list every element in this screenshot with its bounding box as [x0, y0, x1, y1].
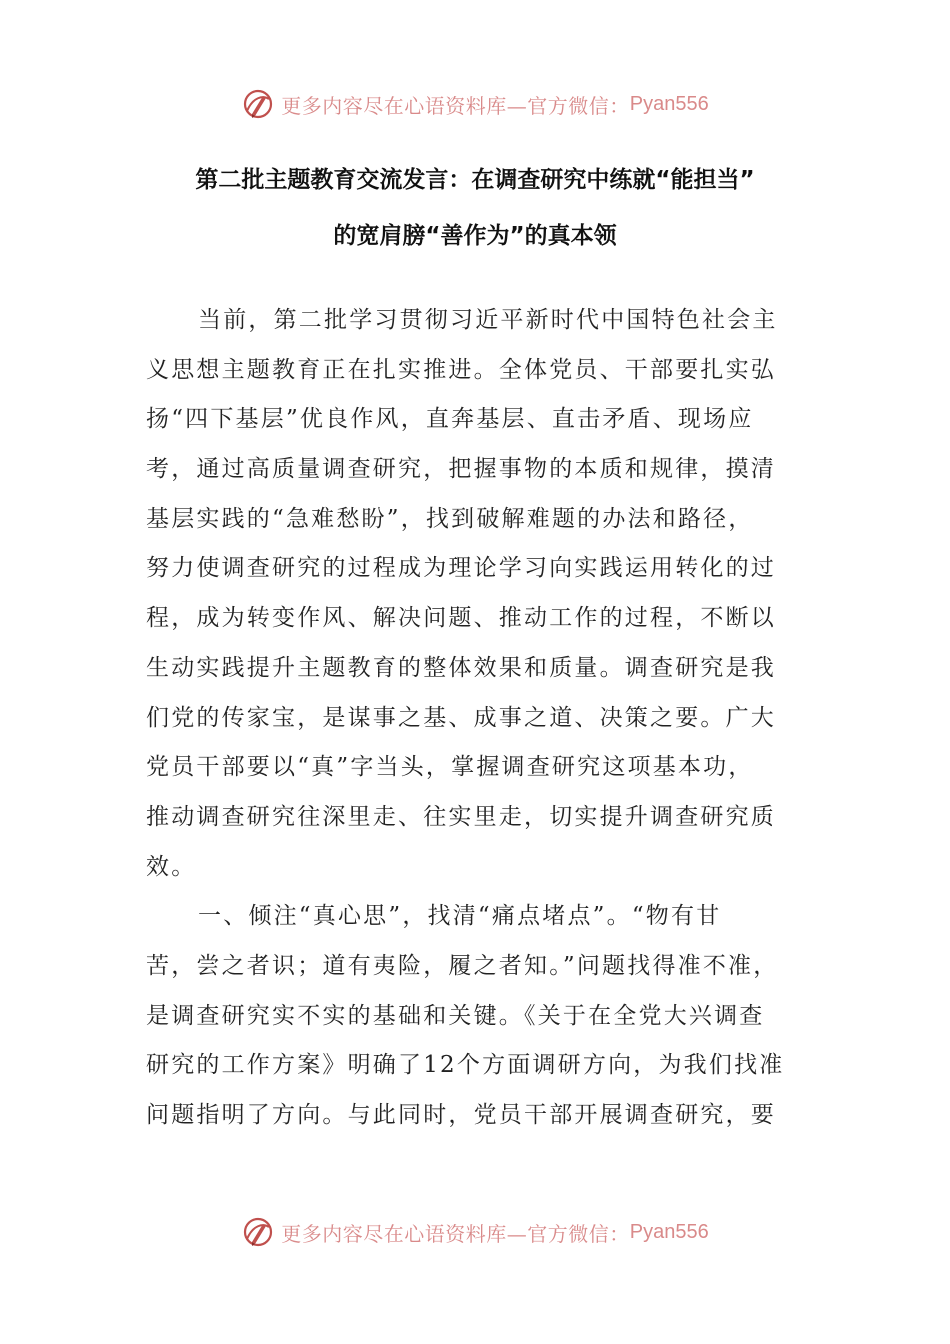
- body-line: 推动调查研究往深里走、往实里走，切实提升调查研究质: [146, 803, 776, 830]
- body-line: 基层实践的“急难愁盼”，找到破解难题的办法和路径，: [146, 505, 754, 532]
- banner-wechat-id: Pyan556: [629, 1220, 709, 1243]
- banner-wechat-id: Pyan556: [629, 92, 709, 115]
- body-line: 扬“四下基层”优良作风，直奔基层、直击矛盾、现场应: [146, 406, 754, 433]
- pen-swirl-logo-icon: [241, 87, 275, 121]
- banner-text: 更多内容尽在心语资料库—官方微信：: [281, 1221, 630, 1246]
- body-line: 研究的工作方案》明确了12个方面调研方向，为我们找准: [146, 1052, 785, 1079]
- body-line: 问题指明了方向。与此同时，党员干部开展调查研究，要: [146, 1102, 776, 1128]
- body-line: 党员干部要以“真”字当头，掌握调查研究这项基本功，: [146, 754, 754, 781]
- body-line: 义思想主题教育正在扎实推进。全体党员、干部要扎实弘: [146, 356, 776, 383]
- document-title: [100, 152, 850, 264]
- title-line-1: 第二批主题教育交流发言：在调查研究中练就“能担当”: [195, 167, 755, 193]
- body-line: 是调查研究实不实的基础和关键。《关于在全党大兴调查: [146, 1002, 765, 1029]
- body-line: 一、倾注“真心思”，找清“痛点堵点”。“物有甘: [198, 903, 722, 930]
- footer-watermark-banner: [0, 1212, 950, 1252]
- body-line: 当前，第二批学习贯彻习近平新时代中国特色社会主: [198, 307, 778, 333]
- body-line: 们党的传家宝，是谋事之基、成事之道、决策之要。广大: [146, 704, 776, 731]
- document-body: [146, 296, 806, 1141]
- pen-swirl-logo-icon: [241, 1215, 275, 1249]
- header-watermark-banner: [0, 84, 950, 124]
- body-line: 考，通过高质量调查研究，把握事物的本质和规律，摸清: [146, 456, 776, 483]
- title-line-2: 的宽肩膀“善作为”的真本领: [333, 223, 617, 249]
- body-line: 生动实践提升主题教育的整体效果和质量。调查研究是我: [146, 654, 776, 681]
- body-line: 程，成为转变作风、解决问题、推动工作的过程，不断以: [146, 605, 776, 632]
- banner-text: 更多内容尽在心语资料库—官方微信：: [281, 93, 630, 118]
- body-line: 努力使调查研究的过程成为理论学习向实践运用转化的过: [146, 555, 776, 582]
- body-line: 苦，尝之者识；道有夷险，履之者知。”问题找得准不准，: [146, 952, 779, 979]
- body-line: 效。: [146, 853, 197, 880]
